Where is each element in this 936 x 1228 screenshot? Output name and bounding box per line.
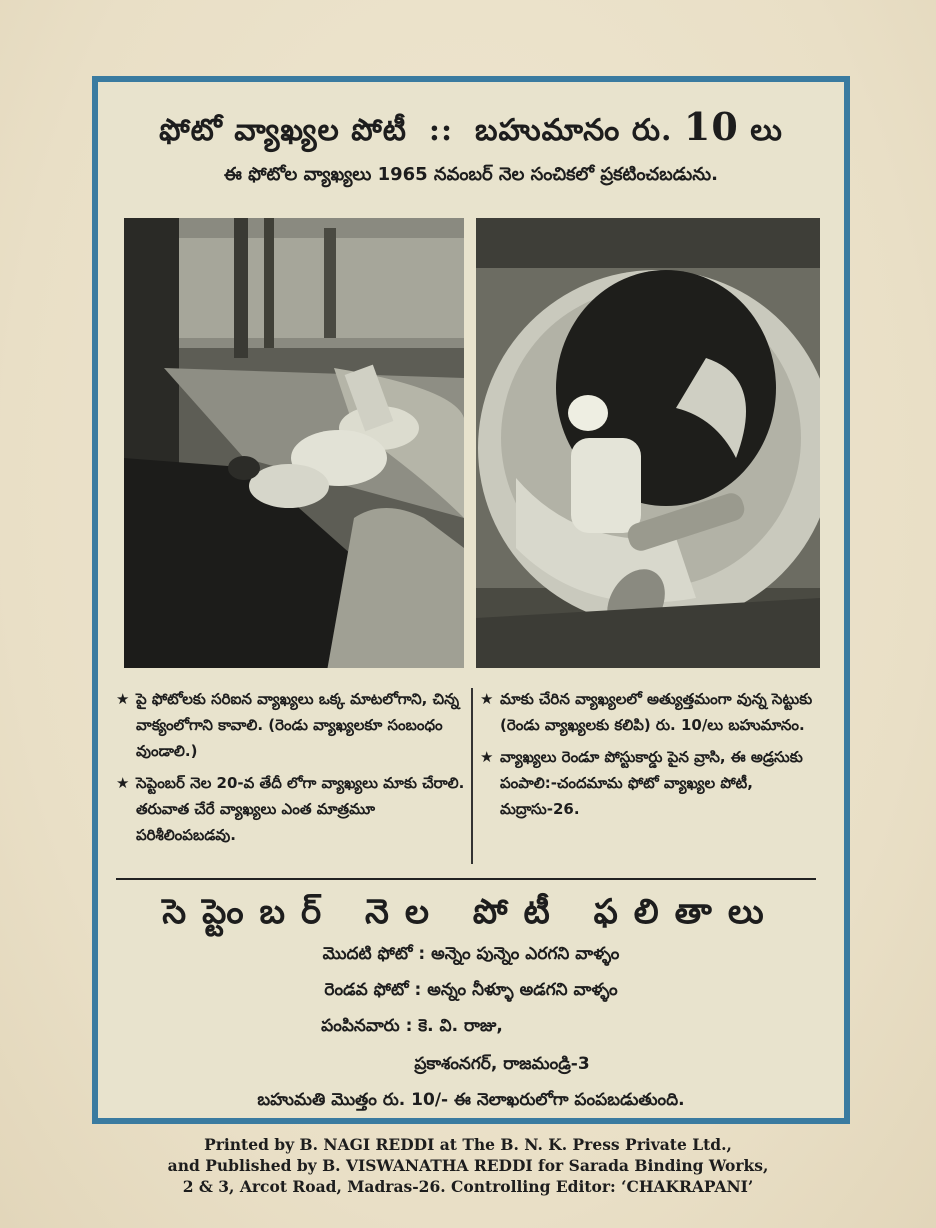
rules-left-column bbox=[116, 686, 468, 854]
rules-right-column bbox=[480, 686, 828, 828]
contest-header bbox=[98, 104, 844, 155]
star-icon: ★ bbox=[116, 690, 130, 708]
header-separator: :: bbox=[428, 113, 454, 148]
contest-photo-left bbox=[124, 218, 464, 668]
rule-text: పై ఫోటోలకు సరిఐన వ్యాఖ్యలు ఒక్క మాటలోగాని, చిన్న వాక్యంలోగాని కావాలి. (రెండు వ్యాఖ్యలకూ సంబంధం వుండాలి.) bbox=[136, 690, 460, 760]
column-divider bbox=[471, 688, 473, 864]
announcement-line: ఈ ఫోటోల వ్యాఖ్యలు 1965 నవంబర్ నెల సంచికలో ప్రకటించబడును. bbox=[224, 164, 718, 185]
rule-text: మాకు చేరిన వ్యాఖ్యలలో అత్యుత్తమంగా వున్న సెట్టుకు (రెండు వ్యాఖ్యలకు కలిపి) రు. 10/లు బహుమానం. bbox=[500, 690, 813, 734]
result-first-photo: మొదటి ఫోటో : అన్నెం పున్నెం ఎరగని వాళ్ళం bbox=[322, 944, 620, 964]
imprint-line: Printed by B. NAGI REDDI at The B. N. K. Press Private Ltd., bbox=[204, 1135, 732, 1154]
star-icon: ★ bbox=[480, 690, 494, 708]
star-icon: ★ bbox=[116, 774, 130, 792]
imprint-footer bbox=[0, 1134, 936, 1197]
rule-text: సెప్టెంబర్ నెల 20-వ తేదీ లోగా వ్యాఖ్యలు మాకు చేరాలి. తరువాత చేరే వ్యాఖ్యలు ఎంత మాత్రమూ పరిశీలింపబడవు. bbox=[136, 774, 465, 844]
contest-frame bbox=[92, 76, 850, 1124]
rule-item bbox=[480, 686, 828, 738]
result-sender-address: ప్రకాశంనగర్, రాజమండ్రి-3 bbox=[414, 1054, 590, 1074]
rule-item bbox=[116, 770, 468, 848]
result-prize-note: బహుమతి మొత్తం రు. 10/- ఈ నెలాఖరులోగా పంపబడుతుంది. bbox=[257, 1090, 685, 1110]
rule-text: వ్యాఖ్యలు రెండూ పోస్టుకార్డు పైన వ్రాసి, ఈ అడ్రసుకు పంపాలి:-చందమామ ఫోటో వ్యాఖ్యల పోటీ, మద్రాసు-26. bbox=[500, 748, 803, 818]
results-title: సెప్టెంబర్ నెల పోటీ ఫలితాలు bbox=[162, 892, 780, 932]
result-sender: పంపినవారు : కె. వి. రాజు, bbox=[321, 1016, 503, 1036]
imprint-line: and Published by B. VISWANATHA REDDI for Sarada Binding Works, bbox=[167, 1156, 769, 1175]
prize-amount: 10 bbox=[683, 104, 739, 149]
imprint-line: 2 & 3, Arcot Road, Madras-26. Controlling Editor: ‘CHAKRAPANI’ bbox=[182, 1177, 754, 1196]
section-divider bbox=[116, 878, 816, 880]
contest-title: ఫోటో వ్యాఖ్యల పోటీ bbox=[159, 113, 407, 148]
star-icon: ★ bbox=[480, 748, 494, 766]
result-second-photo: రెండవ ఫోటో : అన్నం నీళ్ళూ అడగని వాళ్ళం bbox=[324, 980, 618, 1000]
prize-prefix: బహుమానం రు. bbox=[475, 113, 673, 148]
prize-suffix: లు bbox=[750, 113, 783, 148]
rule-item bbox=[480, 744, 828, 822]
contest-photo-right bbox=[476, 218, 820, 668]
rule-item bbox=[116, 686, 468, 764]
